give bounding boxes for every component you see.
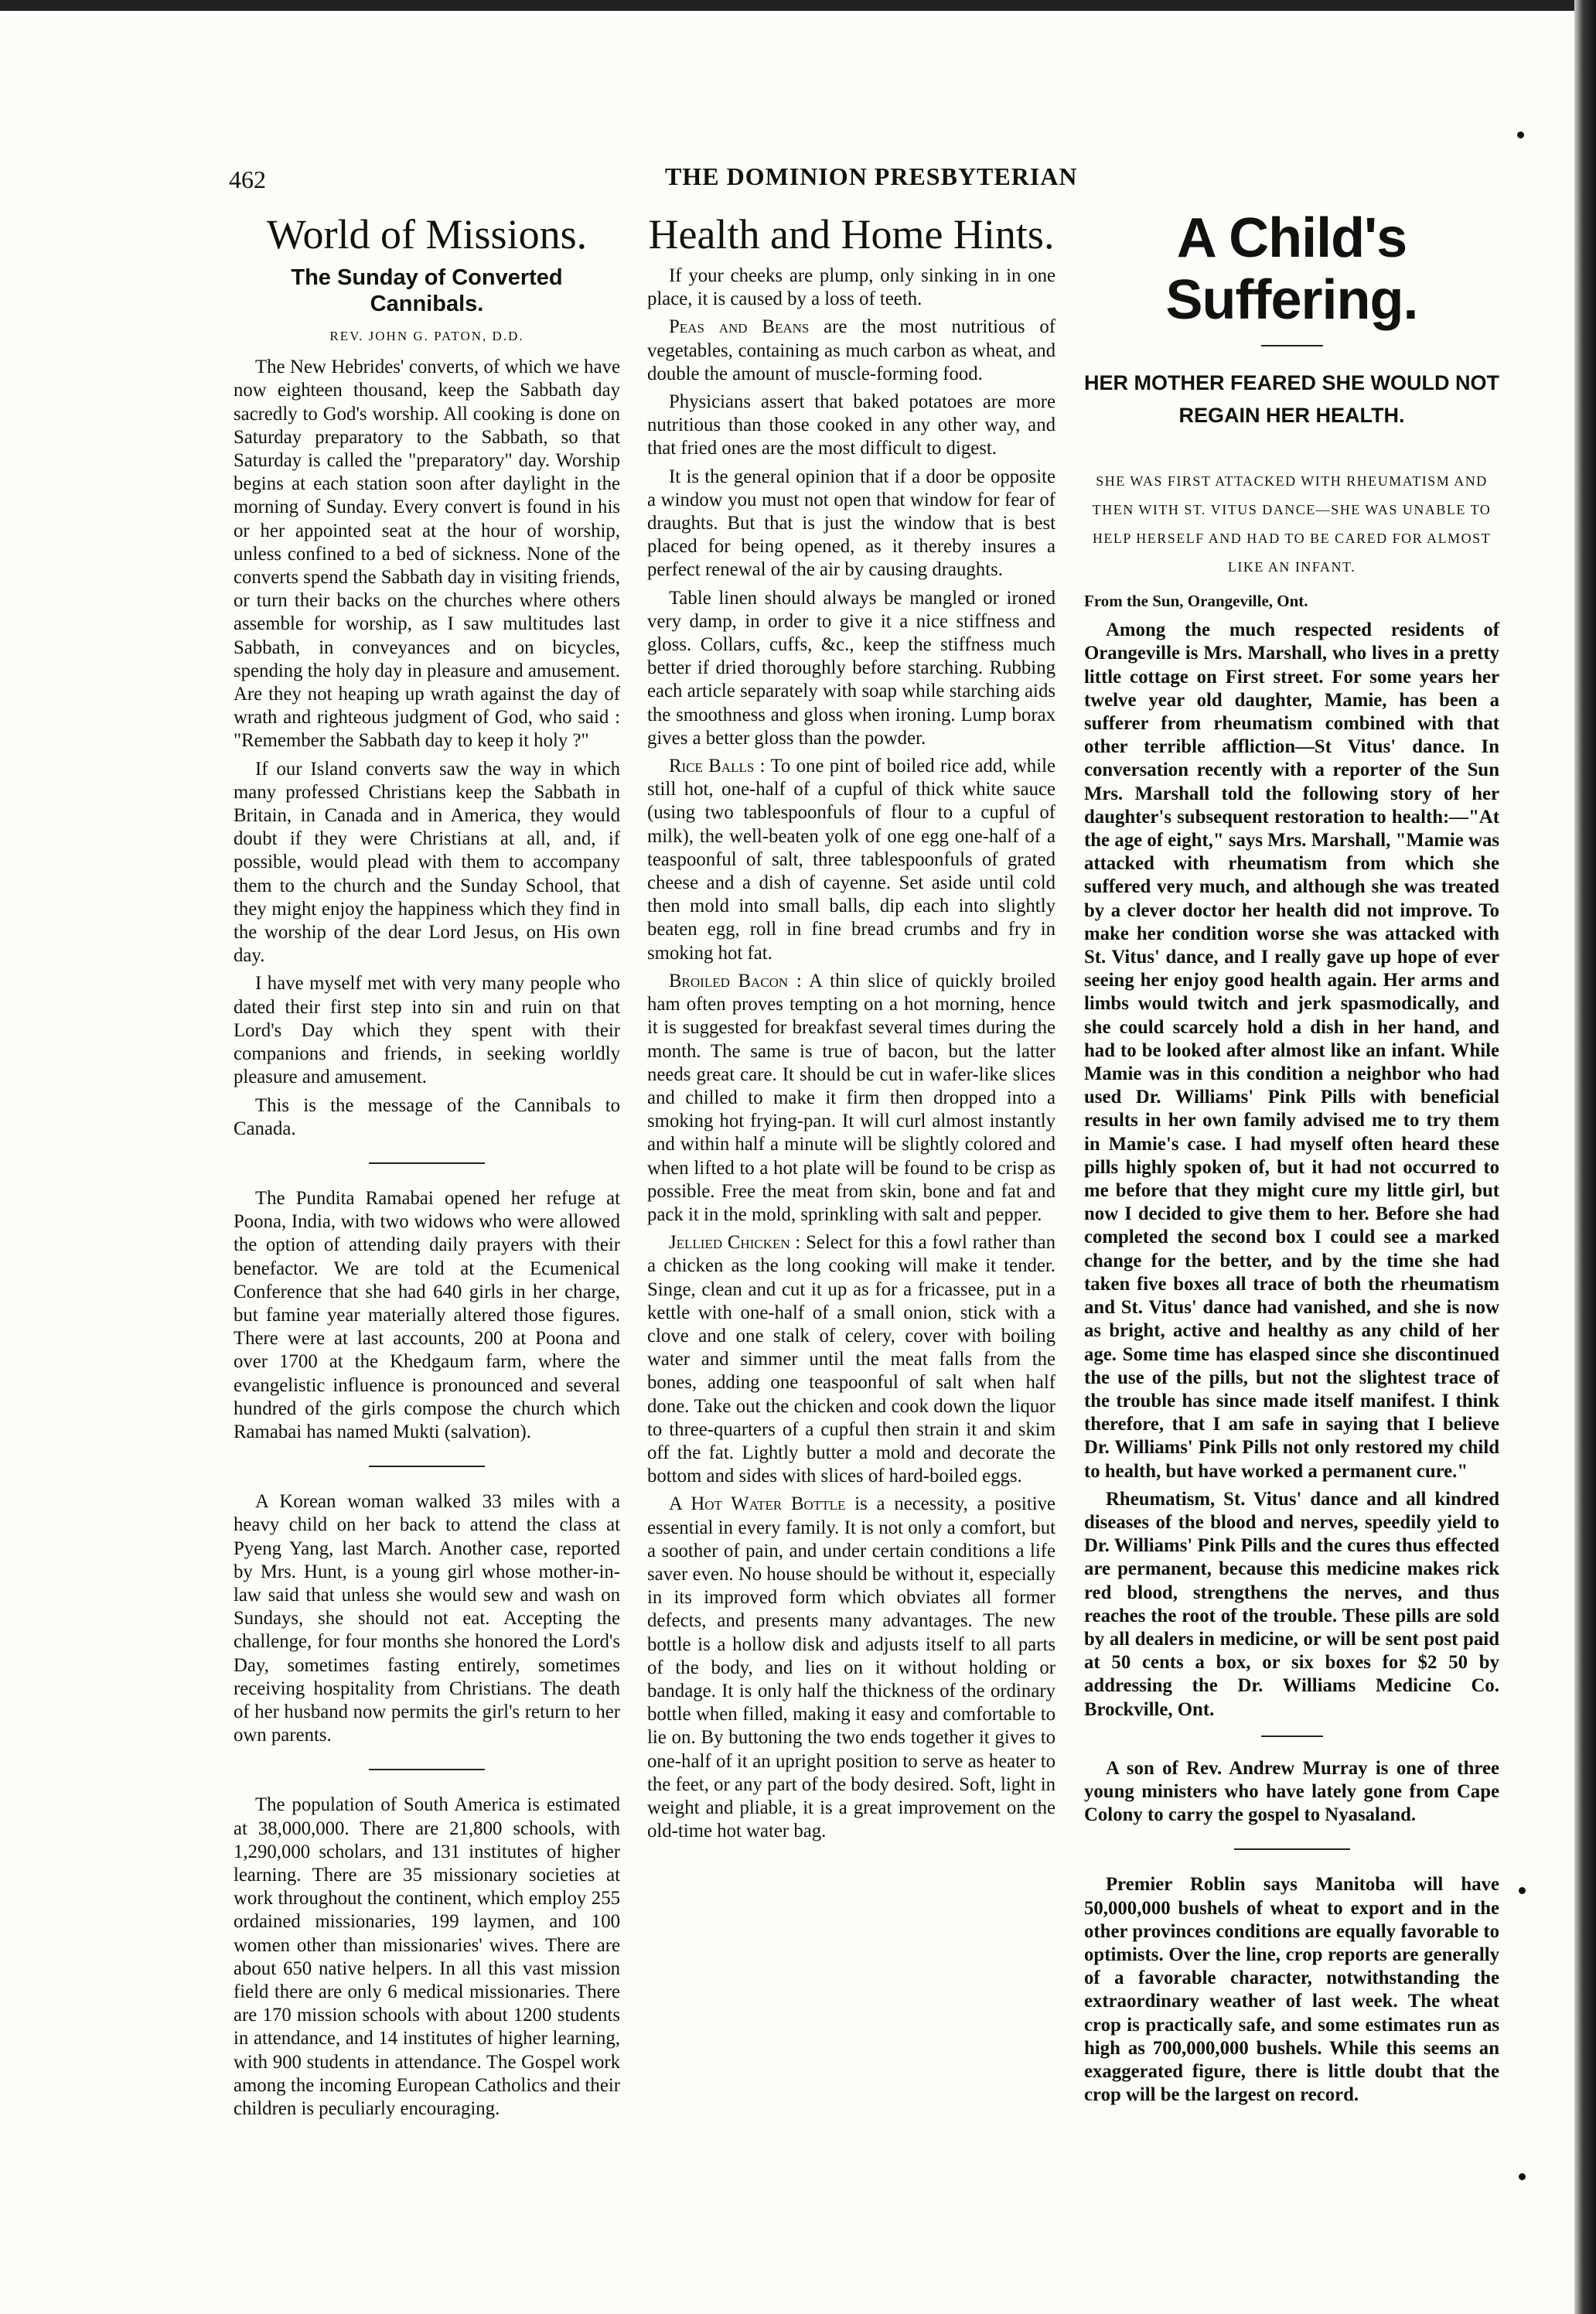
column-advertisement xyxy=(1084,207,1499,2107)
paragraph-text: A thin slice of quickly broiled ham often proves tempting on a hot morning, hence it is suggested for breakfast several times during the month. The same is true of bacon, but the latter needs great care. It should be cut in wafer-like slices and chilled to make it firm then dropped into a smoking hot frying-pan. It will curl almost instantly and within half a minute will be slightly colored and when lifted to a hot plate will be found to be crisp as possible. Free the meat from skin, bone and fat and pack it in the mold, sprinkling with salt and pepper. xyxy=(647,970,1056,1225)
paragraph-murray: A son of Rev. Andrew Murray is one of three young ministers who have lately gone from Cape Colony to carry the gospel to Nyasaland. xyxy=(1084,1757,1499,1826)
lead-in: Jellied Chicken : xyxy=(669,1232,801,1254)
lead-in: Broiled Bacon : xyxy=(669,970,802,991)
paragraph-text: To one pint of boiled rice add, while still hot, one-half of a cupful of thick white sauce (using two tablespoonfuls of flour to a cupful of milk), the well-beaten yolk of one egg one-half of a teaspoonful of salt, three tablespoonfuls of grated cheese and a dish of cayenne. Set aside until cold then mold into small balls, dip each into slightly beaten egg, roll in fine bread crumbs and fry in smoking hot fat. xyxy=(647,756,1055,964)
section-divider xyxy=(369,1162,485,1164)
ad-title: A Child's Suffering. xyxy=(1165,207,1418,331)
section-divider xyxy=(1234,1848,1350,1850)
missions-heading: World of Missions. xyxy=(266,211,588,258)
paragraph-korean: A Korean woman walked 33 miles with a heavy child on her back to attend the class at Pyeng Yang, last March. Another case, reported by Mrs. Hunt, is a young girl whose mother-in-law said that unless she would sew and wash on Sundays, she should not eat. Accepting the challenge, for four months she honored the Lord's Day, sometimes fasting entirely, sometimes receiving hospitality from Christians. The death of her husband now permits the girl's return to her own parents. xyxy=(234,1491,620,1746)
paragraph: This is the message of the Cannibals to Canada. xyxy=(234,1094,620,1139)
paragraph-text: are the most nutritious of vegetables, containing as much carbon as wheat, and double the amount of muscle-forming food. xyxy=(647,316,1056,384)
paragraph-text: Select for this a fowl rather than a chicken as the long cooking will make it tender. Singe, clean and cut it up as for a fricassee, put in a kettle with one-half of a small onion, stick with a clove and one stalk of celery, cover with boiling water and simmer until the meat falls from the bones, adding one teaspoonful of salt when half done. Take out the chicken and cook down the liquor to three-quarters of a cupful then strain it and skim off the fat. Lightly butter a mold and decorate the bottom and sides with slices of hard-boiled eggs. xyxy=(647,1232,1055,1487)
dateline: From the Sun, Orangeville, Ont. xyxy=(1084,592,1308,610)
ink-speck xyxy=(1517,131,1524,138)
section-divider xyxy=(1261,1736,1323,1737)
paragraph-south-america: The population of South America is estimated at 38,000,000. There are 21,800 schools, with 1,290,000 scholars, and 131 institutes of higher learning. There are 35 missionary societies at work throughout the continent, which employ 255 ordained missionaries, 199 laymen, and 100 women other than missionaries' wives. There are about 650 native helpers. In all this vast mission field there are only 6 medical missionaries. There are 170 mission schools with about 1200 students in attendance, and 14 institutes of higher learning, with 900 students in attendance. The Gospel work among the incoming European Catholics and their children is peculiarly encouraging. xyxy=(234,1794,620,2120)
column-missions xyxy=(234,207,620,2121)
page-number: 462 xyxy=(229,166,266,193)
paragraph: The New Hebrides' converts, of which we have now eighteen thousand, keep the Sabbath day sacredly to God's worship. All cooking is done on Saturday preparatory to the Sabbath, so that Saturday is called the "preparatory" day. Worship begins at each station soon after daylight in the morning of Sunday. Every convert is found in his or her appointed seat at the hour of worship, unless confined to a bed of sickness. None of the converts spend the Sabbath day in visiting friends, or turn their backs on the churches where others assemble for worship, as I saw multitudes last Sabbath, in conveyances and on bicycles, spending the holy day in pleasure and amusement. Are they not heaping up wrath against the day of wrath and righteous judgment of God, who said : "Remember the Sabbath day to keep it holy ?" xyxy=(234,357,620,752)
health-heading: Health and Home Hints. xyxy=(648,211,1055,258)
page-top-edge xyxy=(0,0,1596,11)
ink-speck xyxy=(1519,1887,1526,1894)
paragraph-bacon xyxy=(647,970,1055,1227)
section-divider xyxy=(369,1466,485,1467)
paragraph: If our Island converts saw the way in which many professed Christians keep the Sabbath in Britain, in Canada and in America, they would doubt if they were Christians at all, and, if possible, would plead with them to accompany them to the church and the Sunday School, that they might enjoy the happiness which they find in the worship of the dear Lord Jesus, on His own day. xyxy=(234,758,620,967)
running-head: THE DOMINION PRESBYTERIAN xyxy=(665,162,1078,190)
paragraph: If your cheeks are plump, only sinking in in one place, it is caused by a loss of teeth. xyxy=(647,265,1055,310)
paragraph: It is the general opinion that if a door be opposite a window you must not open that window for fear of draughts. But that is just the window that is best placed for being opened, as it thereby insures a perfect renewal of the air by causing draughts. xyxy=(647,466,1055,581)
paragraph-bottle xyxy=(647,1493,1055,1843)
section-divider xyxy=(1261,345,1323,346)
lead-in: Peas and Beans xyxy=(669,316,810,338)
paragraph: Rheumatism, St. Vitus' dance and all kindred diseases of the blood and nerves, speedily yield to Dr. Williams' Pink Pills and the cures thus effected are permanent, because this medicine makes rick red blood, strengthens the nerves, and thus reaches the root of the trouble. These pills are sold by all dealers in medicine, or will be sent post paid at 50 cents a box, or six boxes for $2 50 by addressing the Dr. Williams Medicine Co. Brockville, Ont. xyxy=(1084,1488,1499,1720)
page-right-edge xyxy=(1574,0,1596,2314)
ad-deck: HER MOTHER FEARED SHE WOULD NOT REGAIN HER HEALTH. xyxy=(1084,371,1499,427)
paragraph: Table linen should always be mangled or ironed very damp, in order to give it a nice stiffness and gloss. Collars, cuffs, &c., keep the stiffness much better if dried thoroughly before starching. Rubbing each article separately with soap while starching aids the smoothness and gloss when ironing. Lump borax gives a better gloss than the powder. xyxy=(647,587,1055,749)
ink-speck xyxy=(1519,2173,1526,2180)
lead-in: Rice Balls : xyxy=(669,756,766,777)
paragraph-peas xyxy=(647,316,1055,386)
paragraph: I have myself met with very many people who dated their first step into sin and ruin on that Lord's Day which they spent with their companions and friends, in seeking worldly pleasure and amusement. xyxy=(234,973,620,1088)
paragraph-text: is a necessity, a positive essential in every family. It is not only a comfort, but a soother of pain, and under certain conditions a life saver even. No house should be without it, especially in its improved form which obviates all former defects, and presents many advantages. The new bottle is a hollow disk and adjusts itself to all parts of the body, and lies on it without holding or bandage. It is only half the thickness of the ordinary bottle when filled, making it easy and comfortable to lie on. By buttoning the two ends together it gives to one-half of it an upright position to serve as heater to the feet, or any part of the body desired. Soft, light in weight and pliable, it is a great improvement on the old-time hot water bag. xyxy=(647,1493,1056,1842)
paragraph: Among the much respected residents of Orangeville is Mrs. Marshall, who lives in a pretty little cottage on First street. For some years her twelve year old daughter, Mamie, has been a sufferer from rheumatism combined with that other terrible affliction—St Vitus' dance. In conversation recently with a reporter of the Sun Mrs. Marshall told the following story of her daughter's subsequent restoration to health:—"At the age of eight," says Mrs. Marshall, "Mamie was attacked with rheumatism from which she suffered very much, and although she was treated by a clever doctor her health did not improve. To make her condition worse she was attacked with St. Vitus' dance, and I really gave up hope of ever seeing her enjoy good health again. Her arms and limbs would twitch and jerk spasmodically, and she could scarcely hold a dish in her hand, and had to be looked after almost like an infant. While Mamie was in this condition a neighbor who had used Dr. Williams' Pink Pills with beneficial results in her own family advised me to try them in Mamie's case. I had myself often heard these pills highly spoken of, but it had not occurred to me before that they might cure my little girl, but now I decided to give them to her. Before she had completed the second box I could see a marked change for the better, and by the time she had taken five boxes all trace of both the rheumatism and St. Vitus' dance had vanished, and she is now as bright, active and healthy as any child of her age. Some time has elasped since she discontinued the use of the pills, but not the slightest trace of the trouble has since made itself manifest. I think therefore, that I am safe in saying that I believe Dr. Williams' Pink Pills not only restored my child to health, but have worked a permanent cure." xyxy=(1084,619,1499,1482)
paragraph-rice xyxy=(647,755,1055,965)
article-title: The Sunday of Converted Cannibals. xyxy=(291,265,563,316)
section-divider xyxy=(369,1769,485,1770)
ad-summary: SHE WAS FIRST ATTACKED WITH RHEUMATISM AND THEN WITH ST. VITUS DANCE—SHE WAS UNABLE TO HELP HERSELF AND HAD TO BE CARED FOR ALMOST LIKE AN INFANT. xyxy=(1092,473,1492,575)
paragraph-chicken xyxy=(647,1231,1055,1488)
paragraph-roblin: Premier Roblin says Manitoba will have 50,000,000 bushels of wheat to export and in the other provinces conditions are equally favorable to optimists. Over the line, crop reports are generally of a favorable character, notwithstanding the extraordinary weather of last week. The wheat crop is practically safe, and some estimates run as high as 700,000,000 bushels. While this seems an exaggerated figure, there is little doubt that the crop will be the largest on record. xyxy=(1084,1874,1499,2106)
paragraph: Physicians assert that baked potatoes are more nutritious than those cooked in any other way, and that fried ones are the most difficult to digest. xyxy=(647,391,1055,459)
column-health xyxy=(647,207,1055,1843)
paragraph-ramabai: The Pundita Ramabai opened her refuge at Poona, India, with two widows who were allowed the option of attending daily prayers with their benefactor. We are told at the Ecumenical Conference that she had 640 girls in her charge, but famine year materially altered those figures. There were at last accounts, 200 at Poona and over 1700 at the Khedgaum farm, where the evangelistic influence is pronounced and several hundred of the girls compose the church which Ramabai has named Mukti (salvation). xyxy=(234,1187,620,1442)
lead-in: A Hot Water Bottle xyxy=(669,1493,846,1515)
byline: REV. JOHN G. PATON, D.D. xyxy=(329,329,524,343)
